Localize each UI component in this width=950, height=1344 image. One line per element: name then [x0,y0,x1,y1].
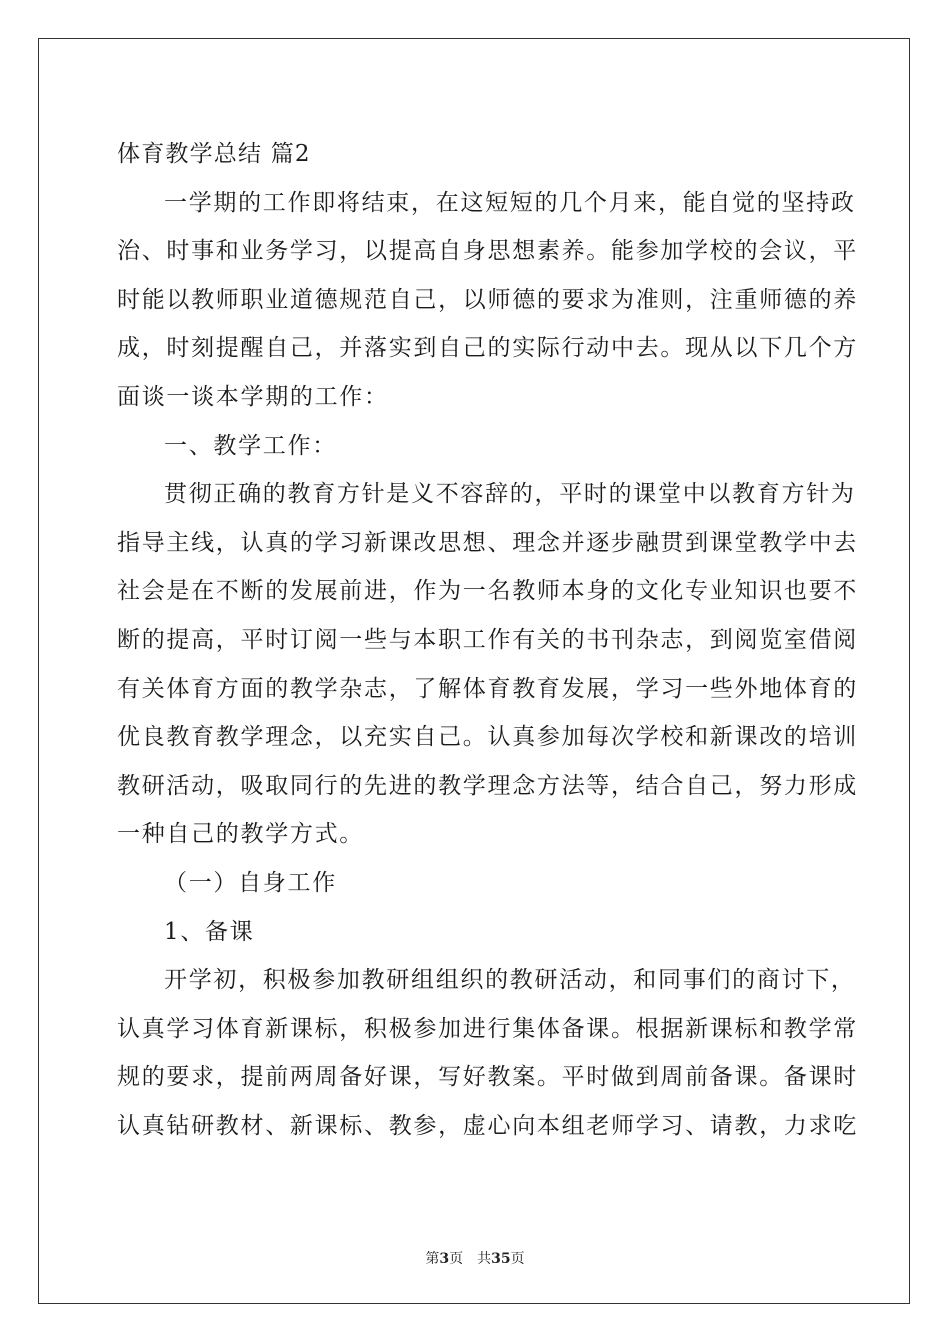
footer-page-number: 3 [439,1251,450,1267]
paragraph-lines [117,179,858,1151]
text-line: 一种自己的教学方式。 [117,821,364,848]
text-line: 治、时事和业务学习，以提高自身思想素养。能参加学校的会议，平 [117,238,858,265]
text-line: 开学初，积极参加教研组组织的教研活动，和同事们的商讨下， [164,967,856,994]
page-footer [0,1248,950,1268]
text-line: 面谈一谈本学期的工作： [117,383,389,410]
text-line: 教研活动，吸取同行的先进的教学理念方法等，结合自己，努力形成 [117,772,858,799]
footer-suffix: 页 [510,1251,525,1267]
text-line: 时能以教师职业道德规范自己，以师德的要求为准则，注重师德的养 [117,286,858,313]
document-body [117,130,858,1150]
text-line: 指导主线，认真的学习新课改思想、理念并逐步融贯到课堂教学中去 [117,529,858,556]
text-line: （一）自身工作 [164,869,337,896]
text-line: 规的要求，提前两周备好课，写好教案。平时做到周前备课。备课时 [117,1064,858,1091]
document-title: 体育教学总结 篇2 [117,141,311,167]
text-line: 一、教学工作： [164,432,337,459]
text-line: 一学期的工作即将结束，在这短短的几个月来，能自觉的坚持政 [164,189,856,216]
text-line: 贯彻正确的教育方针是义不容辞的，平时的课堂中以教育方针为 [164,481,856,508]
text-line: 成，时刻提醒自己，并落实到自己的实际行动中去。现从以下几个方 [117,335,858,362]
text-line: 社会是在不断的发展前进，作为一名教师本身的文化专业知识也要不 [117,578,858,605]
footer-mid: 页 共 [449,1251,492,1267]
text-line: 断的提高，平时订阅一些与本职工作有关的书刊杂志，到阅览室借阅 [117,626,858,653]
footer-total-pages: 35 [491,1251,511,1267]
text-line: 优良教育教学理念，以充实自己。认真参加每次学校和新课改的培训 [117,724,858,751]
text-line: 有关体育方面的教学杂志，了解体育教育发展，学习一些外地体育的 [117,675,858,702]
footer-prefix: 第 [425,1251,440,1267]
text-line: 认真学习体育新课标，积极参加进行集体备课。根据新课标和教学常 [117,1015,858,1042]
text-line: 认真钻研教材、新课标、教参，虚心向本组老师学习、请教，力求吃 [117,1112,858,1139]
text-line: 1、备课 [164,918,255,945]
